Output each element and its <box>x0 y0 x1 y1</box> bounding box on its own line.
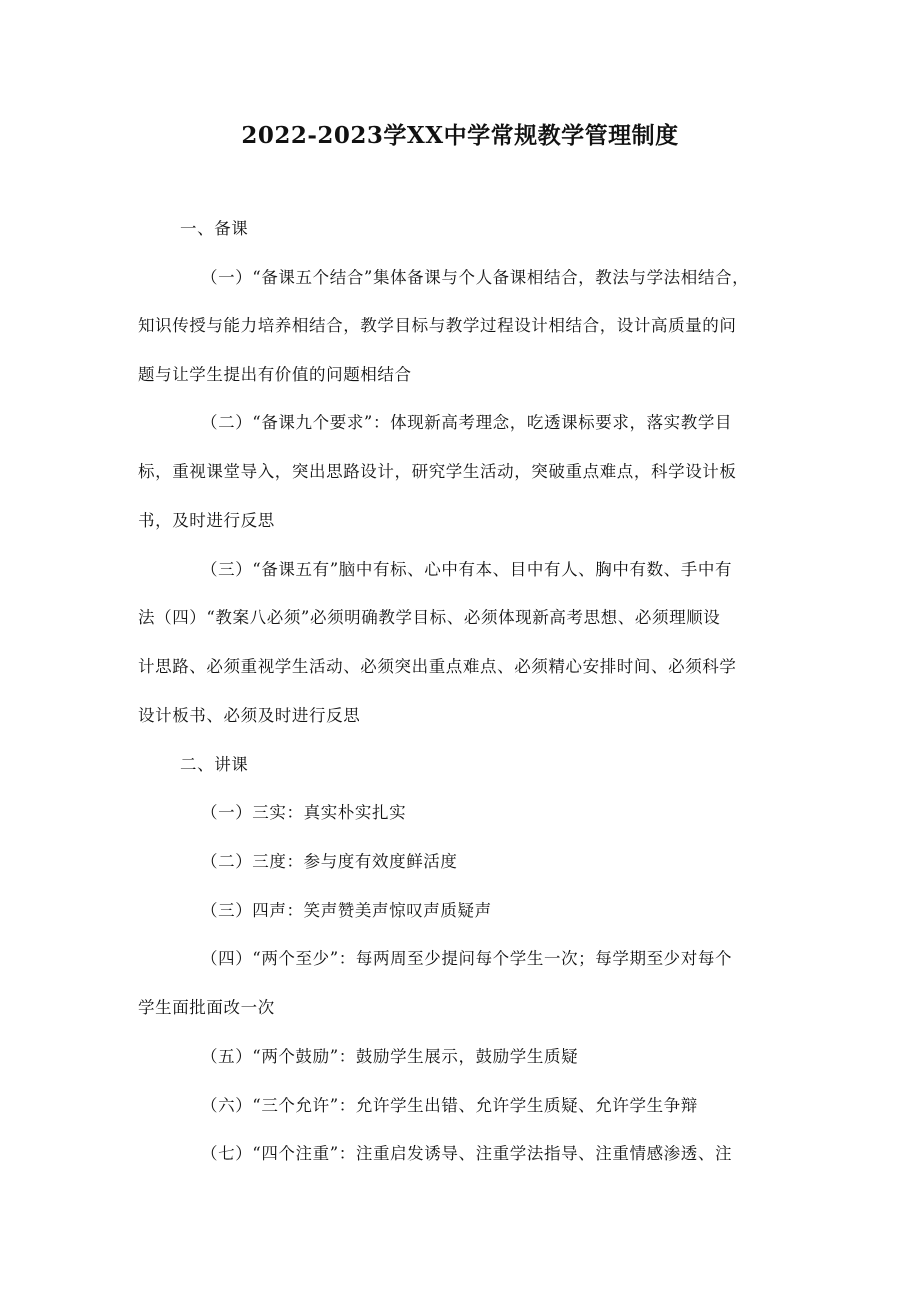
paragraph-line: 标，重视课堂导入，突出思路设计，研究学生活动，突破重点难点，科学设计板 <box>138 462 737 481</box>
list-item: （七）“四个注重”：注重启发诱导、注重学法指导、注重情感渗透、注 <box>201 1144 733 1163</box>
list-item: （四）“两个至少”：每两周至少提问每个学生一次；每学期至少对每个 <box>201 949 733 968</box>
paragraph-line: （一）“备课五个结合”集体备课与个人备课相结合，教法与学法相结合， <box>201 268 750 287</box>
list-item: （二）三度：参与度有效度鲜活度 <box>201 852 458 871</box>
list-item: （一）三实：真实朴实扎实 <box>201 803 407 822</box>
section-heading-lesson-prep: 一、备课 <box>180 219 249 238</box>
paragraph-line: 设计板书、必须及时进行反思 <box>138 706 361 725</box>
list-item: （六）“三个允许”：允许学生出错、允许学生质疑、允许学生争辩 <box>201 1096 698 1115</box>
paragraph-line: 学生面批面改一次 <box>138 998 275 1017</box>
paragraph-line: 计思路、必须重视学生活动、必须突出重点难点、必须精心安排时间、必须科学 <box>138 657 737 676</box>
paragraph-line: 题与让学生提出有价值的问题相结合 <box>138 365 412 384</box>
paragraph-line: 法（四）“教案八必须”必须明确教学目标、必须体现新高考思想、必须理顺设 <box>138 608 721 627</box>
list-item: （三）四声：笑声赞美声惊叹声质疑声 <box>201 901 492 920</box>
paragraph-line: （三）“备课五有”脑中有标、心中有本、目中有人、胸中有数、手中有 <box>201 560 733 579</box>
section-heading-teaching: 二、讲课 <box>180 755 249 774</box>
paragraph-line: （二）“备课九个要求”：体现新高考理念，吃透课标要求，落实教学目 <box>201 413 733 432</box>
paragraph-line: 知识传授与能力培养相结合，教学目标与教学过程设计相结合，设计高质量的问 <box>138 316 737 335</box>
list-item: （五）“两个鼓励”：鼓励学生展示，鼓励学生质疑 <box>201 1047 579 1066</box>
paragraph-line: 书，及时进行反思 <box>138 511 275 530</box>
document-title: 2022-2023学XX中学常规教学管理制度 <box>241 122 679 149</box>
